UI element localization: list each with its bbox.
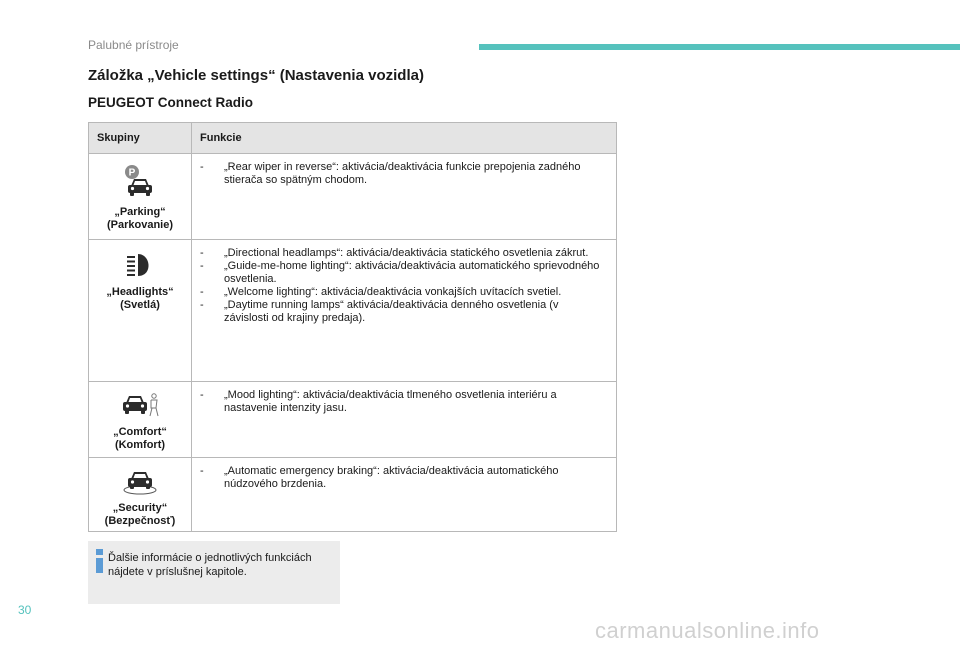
group-cell-security	[89, 458, 192, 532]
list-item: - „Welcome lighting“: aktivácia/deaktivácia vonkajších uvítacích svetiel.	[200, 286, 606, 299]
functions-cell-headlights	[192, 240, 617, 382]
group-name-headlights: „Headlights“	[106, 286, 174, 298]
list-item: - „Mood lighting“: aktivácia/deaktivácia tlmeného osvetlenia interiéru a nastavenie intenzity jasu.	[200, 389, 606, 415]
group-name-comfort: „Comfort“	[113, 426, 167, 438]
list-item: - „Directional headlamps“: aktivácia/deaktivácia statického osvetlenia zákrut.	[200, 247, 606, 260]
list-item: - „Daytime running lamps“ aktivácia/deaktivácia denného osvetlenia (v závislosti od krajiny predaja).	[200, 299, 606, 325]
group-subname-comfort: (Komfort)	[114, 439, 166, 451]
header-accent-bar	[479, 44, 960, 50]
info-box	[88, 541, 340, 604]
group-subname-security: (Bezpečnosť)	[104, 515, 176, 527]
car-security-icon	[122, 468, 158, 496]
functions-table	[88, 122, 617, 532]
group-subname-headlights: (Svetlá)	[120, 299, 160, 311]
car-comfort-icon	[118, 392, 162, 420]
list-item: - „Rear wiper in reverse“: aktivácia/deaktivácia funkcie prepojenia zadného stierača so spätným chodom.	[200, 161, 606, 187]
group-cell-parking	[89, 154, 192, 240]
section-title: Záložka „Vehicle settings“ (Nastavenia vozidla)	[88, 67, 424, 84]
functions-cell-comfort	[192, 382, 617, 458]
group-name-security: „Security“	[112, 502, 168, 514]
group-name-parking: „Parking“	[114, 206, 166, 218]
group-subname-parking: (Parkovanie)	[106, 219, 174, 231]
column-header-functions: Funkcie	[192, 123, 617, 154]
headlight-icon	[123, 250, 157, 280]
functions-cell-parking	[192, 154, 617, 240]
list-item: - „Guide-me-home lighting“: aktivácia/deaktivácia automatického sprievodného osvetlenia.	[200, 260, 606, 286]
page-number: 30	[18, 603, 32, 617]
watermark: carmanualsonline.info	[595, 618, 820, 643]
subsection-title: PEUGEOT Connect Radio	[88, 95, 254, 110]
column-header-groups: Skupiny	[89, 123, 192, 154]
info-icon	[94, 549, 108, 573]
running-header: Palubné prístroje	[88, 38, 179, 52]
table-row	[89, 240, 617, 382]
table-header-row	[89, 123, 617, 154]
table-row	[89, 154, 617, 240]
table-row	[89, 382, 617, 458]
group-cell-comfort	[89, 382, 192, 458]
functions-cell-security	[192, 458, 617, 532]
table-row	[89, 458, 617, 532]
group-cell-headlights	[89, 240, 192, 382]
car-parking-icon	[123, 164, 157, 200]
svg-text:P: P	[128, 167, 136, 179]
info-text: Ďalšie informácie o jednotlivých funkciách nájdete v príslušnej kapitole.	[108, 552, 312, 578]
list-item: - „Automatic emergency braking“: aktivácia/deaktivácia automatického núdzového brzdenia.	[200, 465, 606, 491]
